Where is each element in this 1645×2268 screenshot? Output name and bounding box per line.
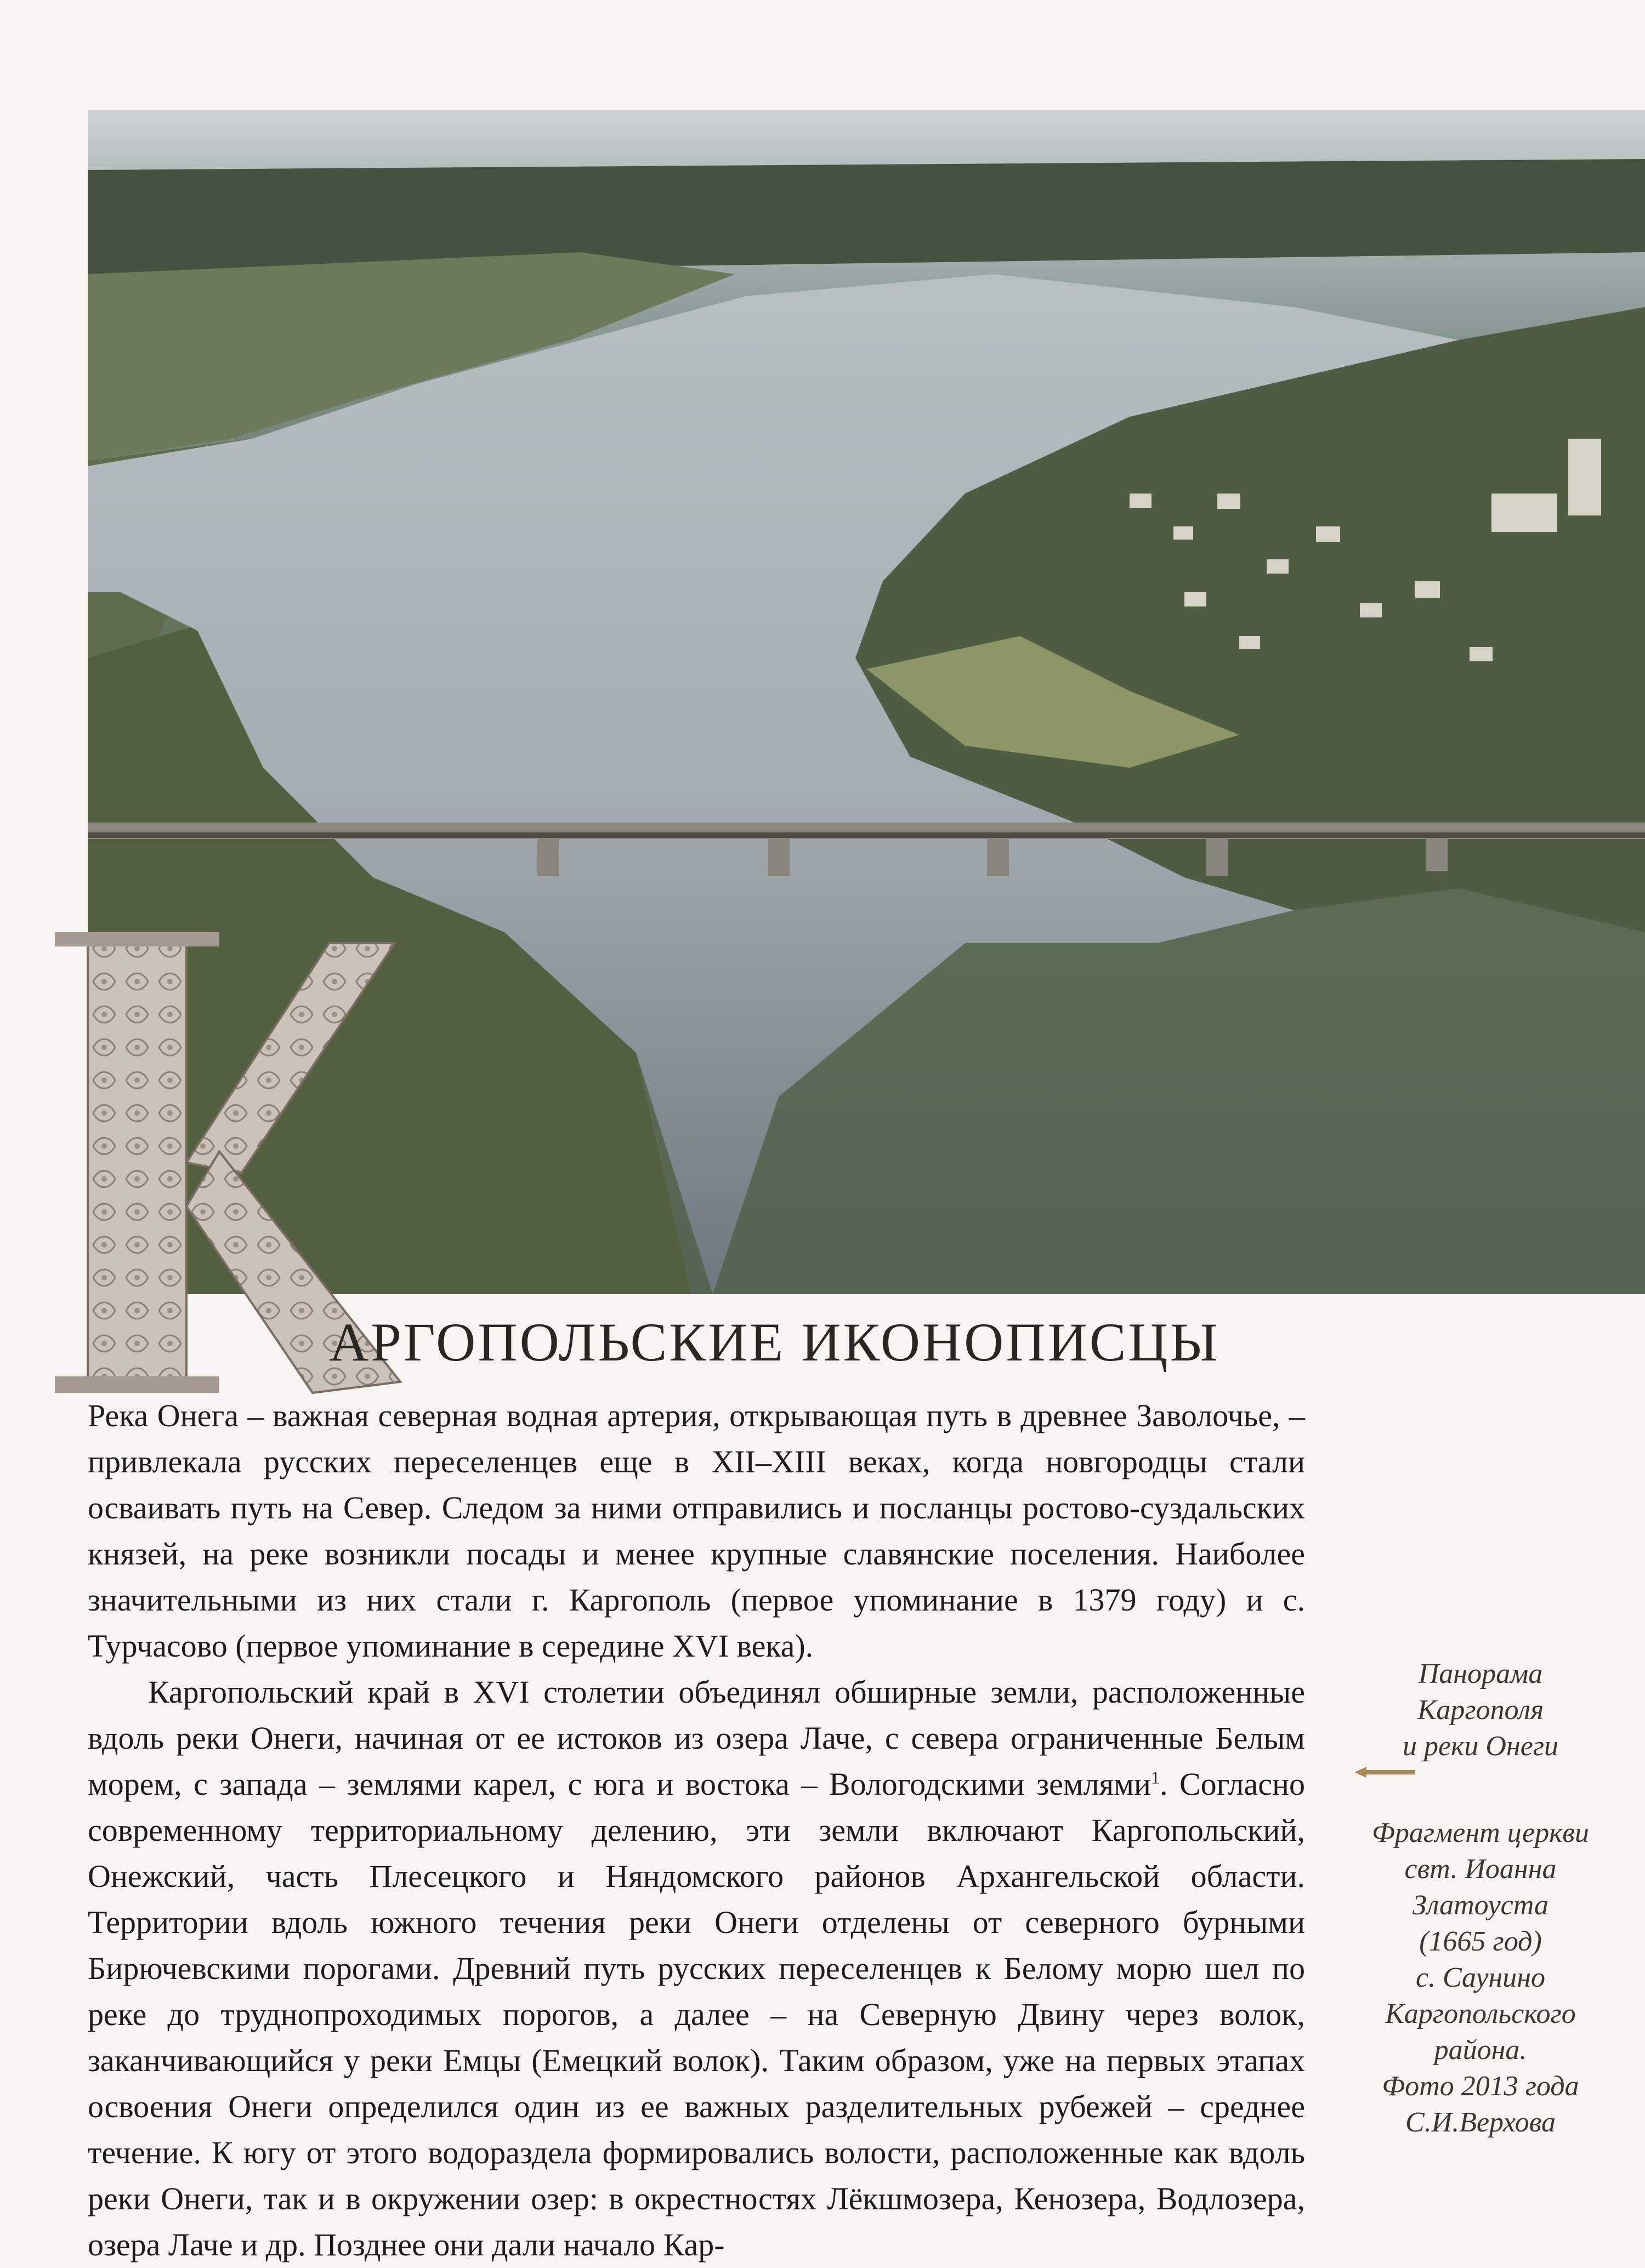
caption-line: Панорама	[1418, 1658, 1543, 1689]
caption-line: (1665 год)	[1419, 1926, 1542, 1957]
paragraph-2-text: Каргопольский край в XVI столетии объединял обширные земли, расположенные вдоль реки Онеги, начиная от ее истоков из озера Лаче, с севера ограниченные Белым морем, с запада – землями карел, с юга и востока – Вологодскими землями	[88, 1674, 1305, 1802]
caption-line: С.И.Верхова	[1405, 2107, 1556, 2138]
page-title	[329, 1311, 1261, 1393]
fragment-caption	[1332, 1815, 1629, 2141]
photo-caption	[1332, 1656, 1629, 1765]
caption-line: с. Саунино	[1415, 1962, 1546, 1993]
caption-line: свт. Иоанна	[1404, 1853, 1557, 1885]
caption-line: Каргополя	[1417, 1694, 1544, 1726]
caption-line: района.	[1434, 2034, 1527, 2066]
caption-line: Каргопольского	[1385, 1998, 1576, 2029]
caption-line: Фото 2013 года	[1382, 2071, 1579, 2102]
caption-line: Златоуста	[1413, 1890, 1548, 1921]
paragraph-1: Река Онега – важная северная водная артерия, открывающая путь в древнее Заволочье, – привлекала русских переселенцев еще в XII–XIII веках, когда новгородцы стали осваивать путь на Север. Следом за ними отправились и посланцы ростово-суздальских князей, на реке возникли посады и менее крупные славянские поселения. Наиболее значительными из них стали г. Каргополь (первое упоминание в 1379 году) и с. Турчасово (первое упоминание в середине XVI века).	[88, 1398, 1305, 1664]
caption-line: и реки Онеги	[1402, 1731, 1559, 1762]
footnote-ref: 1	[1150, 1767, 1160, 1788]
title-text: АРГОПОЛЬСКИЕ ИКОНОПИСЦЫ	[329, 1312, 1220, 1373]
paragraph-3: Согласно современному территориальному делению, эти земли включают Каргопольский, Онежский, часть Плесецкого и Няндомского районов Архангельской области. Территории вдоль южного течения реки Онеги отделены от северного бурными Бирючевскими порогами. Древний путь русских переселенцев к Белому морю шел по реке до труднопроходимых порогов, а далее – на Северную Двину через волок, заканчивающийся у реки Емцы (Емецкий волок). Таким образом, уже на первых этапах освоения Онеги определился один из ее важных разделительных рубежей – среднее течение. К югу от этого водораздела формировались волости, расположенные как вдоль реки Онеги, так и в окружении озер: в окрестностях Лёкшмозера, Кенозера, Водлозера, озера Лаче и др. Позднее они дали начало Кар-	[88, 1766, 1305, 2263]
article-body	[88, 1393, 1305, 2263]
caption-line: Фрагмент церкви	[1372, 1817, 1589, 1849]
paragraph-2-tail: .	[1159, 1766, 1168, 1802]
paragraph-2	[88, 1669, 1305, 2268]
left-arrow-icon	[1354, 1767, 1415, 1778]
